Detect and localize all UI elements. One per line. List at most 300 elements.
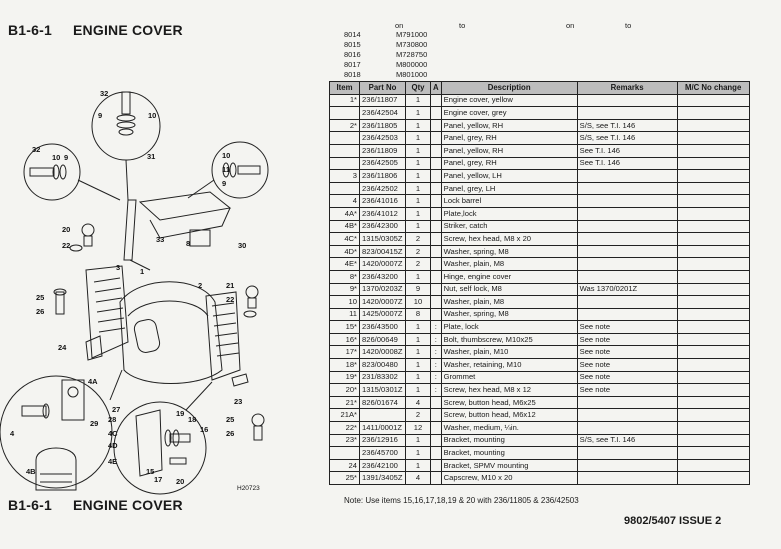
- cell-a: :: [431, 333, 442, 346]
- serial-to-label: to: [459, 21, 466, 30]
- cell-part-no: 1315/0305Z: [360, 233, 406, 246]
- issue-number: 9802/5407 ISSUE 2: [624, 515, 722, 527]
- cell-part-no: 236/11809: [360, 144, 406, 157]
- table-header-row: [330, 82, 750, 95]
- col-header-mc-change: M/C No change: [677, 82, 749, 95]
- cell-description: Screw, button head, M6x25: [441, 396, 577, 409]
- cell-remarks: [577, 233, 677, 246]
- serial-on-label: on: [395, 21, 404, 30]
- detail-circle-top: [92, 92, 160, 160]
- table-row: [330, 396, 750, 409]
- cell-part-no: 1391/3405Z: [360, 472, 406, 485]
- table-row: [330, 258, 750, 271]
- callout: 15: [146, 467, 155, 476]
- cell-description: Bracket, mounting: [441, 434, 577, 447]
- cell-item: [330, 447, 360, 460]
- cell-description: Panel, yellow, LH: [441, 170, 577, 183]
- table-row: [330, 459, 750, 472]
- cell-qty: 1: [406, 333, 431, 346]
- table-row: [330, 157, 750, 170]
- cell-description: Nut, self lock, M8: [441, 283, 577, 296]
- cell-remarks: [577, 245, 677, 258]
- cell-description: Screw, button head, M6x12: [441, 409, 577, 422]
- cell-qty: 10: [406, 296, 431, 309]
- mounting-bracket: [232, 374, 248, 386]
- cell-remarks: [577, 270, 677, 283]
- cell-qty: 2: [406, 233, 431, 246]
- cell-a: :: [431, 371, 442, 384]
- cell-remarks: [577, 447, 677, 460]
- callout: 22: [226, 295, 235, 304]
- col-header-qty: Qty: [406, 82, 431, 95]
- cell-a: [431, 182, 442, 195]
- cell-a: [431, 434, 442, 447]
- cell-part-no: 236/11806: [360, 170, 406, 183]
- callout: 25: [36, 293, 45, 302]
- cell-a: [431, 94, 442, 107]
- cell-qty: 1: [406, 107, 431, 120]
- callout: 4B: [26, 467, 36, 476]
- cell-item: 23*: [330, 434, 360, 447]
- nut: [119, 129, 133, 135]
- cell-item: 25*: [330, 472, 360, 485]
- callout: 11: [222, 165, 230, 174]
- cell-remarks: See note: [577, 359, 677, 372]
- cell-remarks: [577, 459, 677, 472]
- cell-remarks: S/S, see T.I. 146: [577, 434, 677, 447]
- table-row: [330, 107, 750, 120]
- cell-a: [431, 170, 442, 183]
- cell-part-no: 236/43500: [360, 321, 406, 334]
- col-header-description: Description: [441, 82, 577, 95]
- cell-remarks: [577, 182, 677, 195]
- cell-remarks: Was 1370/0201Z: [577, 283, 677, 296]
- bracket: [86, 336, 102, 360]
- cell-remarks: [577, 296, 677, 309]
- callout: 9: [222, 179, 227, 188]
- callout: 30: [238, 241, 247, 250]
- cell-item: 24: [330, 459, 360, 472]
- table-row: [330, 472, 750, 485]
- cell-a: [431, 220, 442, 233]
- cell-part-no: 236/42300: [360, 220, 406, 233]
- serial-on-label-2: on: [566, 21, 575, 30]
- cell-remarks: [577, 422, 677, 435]
- cell-mc-change: [677, 94, 749, 107]
- cell-description: Washer, plain, M10: [441, 346, 577, 359]
- serial-model: 8015: [344, 40, 361, 49]
- table-row: [330, 422, 750, 435]
- table-row: [330, 346, 750, 359]
- cell-description: Bracket, SPMV mounting: [441, 459, 577, 472]
- cell-item: 21*: [330, 396, 360, 409]
- cell-qty: 1: [406, 132, 431, 145]
- cell-item: 4B*: [330, 220, 360, 233]
- cell-a: [431, 132, 442, 145]
- cell-part-no: 236/43200: [360, 270, 406, 283]
- cell-item: 9*: [330, 283, 360, 296]
- table-row: [330, 409, 750, 422]
- footer-title: ENGINE COVER: [73, 497, 183, 513]
- table-row: [330, 296, 750, 309]
- cell-qty: 1: [406, 157, 431, 170]
- table-row: [330, 233, 750, 246]
- cell-remarks: S/S, see T.I. 146: [577, 119, 677, 132]
- cell-part-no: 1420/0007Z: [360, 296, 406, 309]
- cell-remarks: [577, 195, 677, 208]
- cell-qty: 1: [406, 434, 431, 447]
- table-row: [330, 144, 750, 157]
- serial-number: M801000: [396, 70, 428, 79]
- cell-item: 4: [330, 195, 360, 208]
- cell-a: [431, 459, 442, 472]
- cell-part-no: 236/45700: [360, 447, 406, 460]
- cell-remarks: [577, 396, 677, 409]
- cell-part-no: 1315/0301Z: [360, 384, 406, 397]
- cell-remarks: See T.I. 146: [577, 157, 677, 170]
- cell-description: Hinge, engine cover: [441, 270, 577, 283]
- lock-plate: [62, 380, 84, 420]
- callout: 28: [108, 415, 117, 424]
- callout: 32: [100, 89, 109, 98]
- table-row: [330, 333, 750, 346]
- callout: 4A: [88, 377, 98, 386]
- cell-qty: 12: [406, 422, 431, 435]
- cell-part-no: 236/41016: [360, 195, 406, 208]
- table-row: [330, 270, 750, 283]
- cell-item: 4A*: [330, 207, 360, 220]
- cell-a: :: [431, 346, 442, 359]
- cell-description: Panel, grey, LH: [441, 182, 577, 195]
- callout: 19: [176, 409, 185, 418]
- cell-mc-change: [677, 321, 749, 334]
- cell-item: 1*: [330, 94, 360, 107]
- cell-mc-change: [677, 371, 749, 384]
- cell-remarks: See note: [577, 384, 677, 397]
- cell-mc-change: [677, 207, 749, 220]
- cell-qty: 8: [406, 308, 431, 321]
- callout: 17: [154, 475, 163, 484]
- callout: 25: [226, 415, 235, 424]
- cell-qty: 1: [406, 270, 431, 283]
- callout: 22: [62, 241, 71, 250]
- cell-description: Capscrew, M10 x 20: [441, 472, 577, 485]
- cell-item: 8*: [330, 270, 360, 283]
- table-row: [330, 182, 750, 195]
- callout: 2: [198, 281, 203, 290]
- cell-mc-change: [677, 170, 749, 183]
- serial-model: 8016: [344, 50, 361, 59]
- cell-item: 4C*: [330, 233, 360, 246]
- cell-remarks: See note: [577, 371, 677, 384]
- callout: 4D: [108, 441, 118, 450]
- cell-item: 19*: [330, 371, 360, 384]
- table-row: [330, 245, 750, 258]
- hinge-arm: [124, 200, 136, 260]
- serial-number: M728750: [396, 50, 428, 59]
- callout: 4C: [108, 429, 118, 438]
- cell-description: Plate, lock: [441, 321, 577, 334]
- cell-mc-change: [677, 434, 749, 447]
- cell-mc-change: [677, 258, 749, 271]
- cell-mc-change: [677, 346, 749, 359]
- table-row: [330, 308, 750, 321]
- table-row: [330, 220, 750, 233]
- cell-mc-change: [677, 270, 749, 283]
- cell-part-no: 823/00415Z: [360, 245, 406, 258]
- cell-description: Washer, spring, M8: [441, 245, 577, 258]
- cover-badge: [133, 318, 161, 354]
- cell-mc-change: [677, 195, 749, 208]
- washer: [117, 115, 135, 121]
- cell-mc-change: [677, 359, 749, 372]
- cell-qty: 1: [406, 182, 431, 195]
- cell-description: Plate,lock: [441, 207, 577, 220]
- callout: 21: [226, 281, 235, 290]
- table-row: [330, 94, 750, 107]
- cell-part-no: 231/83302: [360, 371, 406, 384]
- callout: 33: [156, 235, 165, 244]
- cell-remarks: [577, 170, 677, 183]
- serial-model: 8018: [344, 70, 361, 79]
- cell-qty: 1: [406, 207, 431, 220]
- cell-qty: 2: [406, 258, 431, 271]
- cell-remarks: [577, 220, 677, 233]
- cell-part-no: 236/11807: [360, 94, 406, 107]
- bolt: [30, 168, 54, 176]
- serial-to-label-2: to: [625, 21, 632, 30]
- cell-description: Screw, hex head, M8 x 12: [441, 384, 577, 397]
- cell-qty: 1: [406, 459, 431, 472]
- cell-a: [431, 144, 442, 157]
- cell-a: :: [431, 321, 442, 334]
- footnote: Note: Use items 15,16,17,18,19 & 20 with 236/11805 & 236/42503: [344, 496, 579, 505]
- cell-item: 20*: [330, 384, 360, 397]
- cell-a: [431, 107, 442, 120]
- cell-item: 4D*: [330, 245, 360, 258]
- hinge: [140, 192, 230, 220]
- cell-description: Washer, spring, M8: [441, 308, 577, 321]
- cell-mc-change: [677, 283, 749, 296]
- cell-remarks: [577, 258, 677, 271]
- cell-remarks: [577, 308, 677, 321]
- callout: 10: [222, 151, 231, 160]
- cell-item: 15*: [330, 321, 360, 334]
- exploded-parts-diagram: [0, 70, 320, 500]
- table-row: [330, 207, 750, 220]
- serial-models: [344, 30, 361, 80]
- cell-part-no: 1411/0001Z: [360, 422, 406, 435]
- cell-item: 16*: [330, 333, 360, 346]
- cell-description: Screw, hex head, M8 x 20: [441, 233, 577, 246]
- cell-item: [330, 132, 360, 145]
- table-row: [330, 434, 750, 447]
- cell-mc-change: [677, 447, 749, 460]
- cell-item: [330, 144, 360, 157]
- cell-qty: 1: [406, 170, 431, 183]
- callout: 1: [140, 267, 145, 276]
- cell-qty: 1: [406, 195, 431, 208]
- serial-model: 8014: [344, 30, 361, 39]
- cell-item: [330, 107, 360, 120]
- cell-a: :: [431, 384, 442, 397]
- callout: 4E: [108, 457, 118, 466]
- table-row: [330, 119, 750, 132]
- diagram-code: H20723: [237, 485, 260, 492]
- cell-a: [431, 409, 442, 422]
- cell-item: 21A*: [330, 409, 360, 422]
- cell-mc-change: [677, 182, 749, 195]
- callout: 23: [234, 397, 243, 406]
- detail-circle-lock: [0, 376, 112, 488]
- callout: 32: [32, 145, 41, 154]
- cell-a: [431, 245, 442, 258]
- cell-part-no: 236/42100: [360, 459, 406, 472]
- cell-item: [330, 157, 360, 170]
- serial-number: M791000: [396, 30, 428, 39]
- cell-mc-change: [677, 459, 749, 472]
- cell-part-no: 236/42502: [360, 182, 406, 195]
- cell-mc-change: [677, 144, 749, 157]
- cell-part-no: [360, 409, 406, 422]
- table-row: [330, 283, 750, 296]
- callout: 9: [98, 111, 103, 120]
- cell-a: [431, 258, 442, 271]
- parts-table-body: [330, 94, 750, 484]
- serial-number: M800000: [396, 60, 428, 69]
- cell-mc-change: [677, 384, 749, 397]
- cell-part-no: 236/12916: [360, 434, 406, 447]
- cell-description: Washer, retaining, M10: [441, 359, 577, 372]
- section-number: B1-6-1: [8, 22, 52, 38]
- table-row: [330, 195, 750, 208]
- cell-description: Panel, yellow, RH: [441, 119, 577, 132]
- cell-description: Panel, grey, RH: [441, 157, 577, 170]
- serial-model: 8017: [344, 60, 361, 69]
- cell-mc-change: [677, 132, 749, 145]
- cell-item: 2*: [330, 119, 360, 132]
- cell-qty: 1: [406, 384, 431, 397]
- callout: 4: [10, 429, 15, 438]
- cell-a: [431, 157, 442, 170]
- cell-a: [431, 396, 442, 409]
- cell-a: [431, 283, 442, 296]
- rh-panel: [206, 292, 240, 380]
- cell-description: Bolt, thumbscrew, M10x25: [441, 333, 577, 346]
- callout: 10: [148, 111, 157, 120]
- striker: [36, 448, 76, 490]
- cell-remarks: S/S, see T.I. 146: [577, 132, 677, 145]
- cell-a: [431, 422, 442, 435]
- cell-qty: 1: [406, 94, 431, 107]
- cell-part-no: 826/00649: [360, 333, 406, 346]
- cell-item: [330, 182, 360, 195]
- callout: 8: [186, 239, 191, 248]
- callout: 29: [90, 419, 99, 428]
- cell-remarks: See note: [577, 346, 677, 359]
- cell-description: Grommet: [441, 371, 577, 384]
- cell-qty: 1: [406, 119, 431, 132]
- cell-part-no: 236/42503: [360, 132, 406, 145]
- washer: [117, 122, 135, 128]
- cell-a: [431, 233, 442, 246]
- cell-a: [431, 472, 442, 485]
- cell-remarks: See note: [577, 333, 677, 346]
- cell-qty: 1: [406, 220, 431, 233]
- footer-section-number: B1-6-1: [8, 497, 52, 513]
- cell-mc-change: [677, 107, 749, 120]
- parts-table: [329, 81, 750, 485]
- col-header-remarks: Remarks: [577, 82, 677, 95]
- cell-part-no: 823/00480: [360, 359, 406, 372]
- page-title: ENGINE COVER: [73, 22, 183, 38]
- callout: 20: [62, 225, 71, 234]
- callout: 24: [58, 343, 67, 352]
- cell-part-no: 1420/0007Z: [360, 258, 406, 271]
- cell-part-no: 826/01674: [360, 396, 406, 409]
- cell-part-no: 236/42504: [360, 107, 406, 120]
- cell-item: 22*: [330, 422, 360, 435]
- cell-a: [431, 308, 442, 321]
- cell-part-no: 1370/0203Z: [360, 283, 406, 296]
- callout: 16: [200, 425, 209, 434]
- cell-item: 18*: [330, 359, 360, 372]
- cell-item: 10: [330, 296, 360, 309]
- table-row: [330, 447, 750, 460]
- cell-qty: 1: [406, 447, 431, 460]
- serial-number: M730800: [396, 40, 428, 49]
- cell-remarks: See note: [577, 321, 677, 334]
- cell-description: Engine cover, grey: [441, 107, 577, 120]
- cell-description: Panel, yellow, RH: [441, 144, 577, 157]
- col-header-item: Item: [330, 82, 360, 95]
- cell-a: [431, 270, 442, 283]
- col-header-a: A: [431, 82, 442, 95]
- table-row: [330, 371, 750, 384]
- bolt: [122, 92, 130, 114]
- cell-qty: 1: [406, 346, 431, 359]
- cell-part-no: 236/42505: [360, 157, 406, 170]
- cell-a: [431, 195, 442, 208]
- cell-item: 17*: [330, 346, 360, 359]
- table-row: [330, 384, 750, 397]
- cell-description: Washer, plain, M8: [441, 296, 577, 309]
- callout: 9: [64, 153, 69, 162]
- cell-a: [431, 119, 442, 132]
- cell-description: Lock barrel: [441, 195, 577, 208]
- cell-item: 3: [330, 170, 360, 183]
- cell-mc-change: [677, 220, 749, 233]
- cell-mc-change: [677, 233, 749, 246]
- cell-remarks: [577, 207, 677, 220]
- cell-item: 11: [330, 308, 360, 321]
- cell-item: 4E*: [330, 258, 360, 271]
- cell-a: :: [431, 359, 442, 372]
- lock-barrel: [22, 406, 46, 416]
- cell-description: Panel, grey, RH: [441, 132, 577, 145]
- cell-qty: 9: [406, 283, 431, 296]
- cell-mc-change: [677, 296, 749, 309]
- cell-description: Washer, plain, M8: [441, 258, 577, 271]
- cell-qty: 2: [406, 245, 431, 258]
- cell-qty: 1: [406, 321, 431, 334]
- cell-a: [431, 296, 442, 309]
- cell-remarks: [577, 107, 677, 120]
- col-header-part-no: Part No: [360, 82, 406, 95]
- cell-qty: 1: [406, 371, 431, 384]
- cell-a: [431, 447, 442, 460]
- cell-remarks: [577, 94, 677, 107]
